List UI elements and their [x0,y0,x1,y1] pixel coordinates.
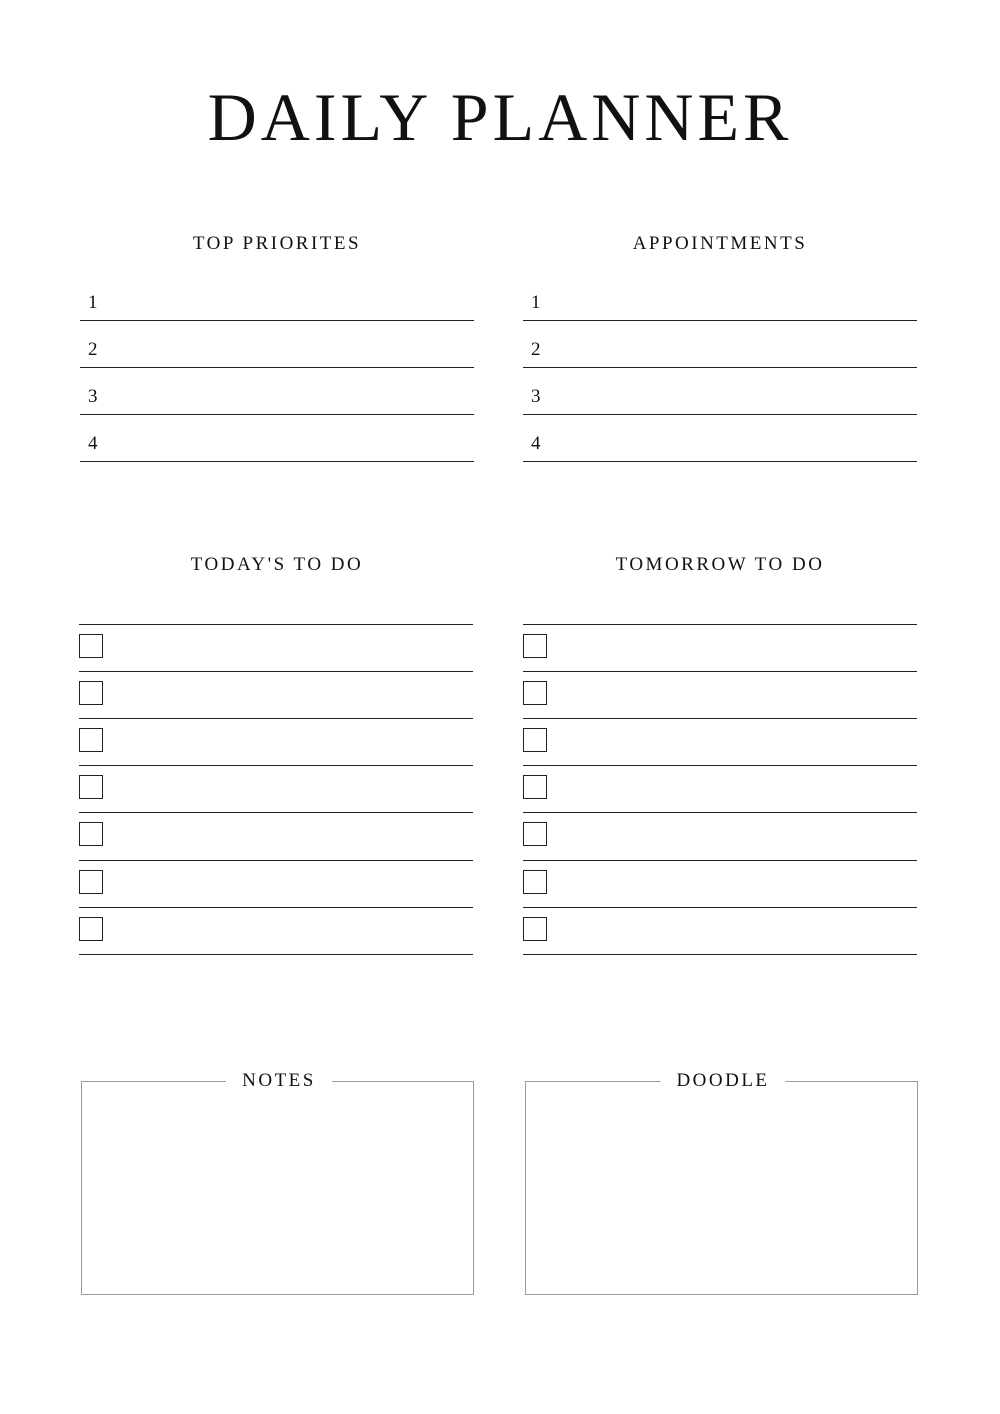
appointments-list [523,280,917,462]
today-todo-divider [79,860,473,861]
doodle-box[interactable] [525,1070,918,1295]
top-priorities-heading: TOP PRIORITES [192,233,362,254]
today-todo-checkbox[interactable] [79,681,103,705]
appointments-heading: APPOINTMENTS [632,233,808,254]
priority-number: 2 [88,339,98,360]
notes-label: NOTES [226,1070,332,1092]
todays-todo-heading: TODAY'S TO DO [190,554,364,575]
tomorrow-todo-checkbox[interactable] [523,634,547,658]
tomorrow-todo-checkbox[interactable] [523,870,547,894]
notes-box[interactable] [81,1070,474,1295]
today-todo-divider [79,671,473,672]
appointment-number: 4 [531,433,541,454]
tomorrow-todo-heading: TOMORROW TO DO [615,554,825,575]
tomorrow-todo-checkbox[interactable] [523,681,547,705]
tomorrow-todo-divider [523,907,917,908]
today-todo-divider [79,812,473,813]
priority-number: 1 [88,292,98,313]
today-todo-checkbox[interactable] [79,870,103,894]
tomorrow-todo-divider [523,671,917,672]
priority-number: 4 [88,433,98,454]
tomorrow-todo-checkbox[interactable] [523,775,547,799]
appointment-number: 2 [531,339,541,360]
priority-row[interactable] [80,368,474,415]
today-todo-divider [79,624,473,625]
appointment-row[interactable] [523,280,917,321]
today-todo-divider [79,954,473,955]
priority-row[interactable] [80,415,474,462]
today-todo-divider [79,718,473,719]
priority-row[interactable] [80,321,474,368]
today-todo-divider [79,907,473,908]
today-todo-checkbox[interactable] [79,917,103,941]
tomorrow-todo-checkbox[interactable] [523,728,547,752]
today-todo-divider [79,765,473,766]
today-todo-checkbox[interactable] [79,634,103,658]
today-todo-checkbox[interactable] [79,728,103,752]
tomorrow-todo-divider [523,860,917,861]
appointment-row[interactable] [523,321,917,368]
priority-row[interactable] [80,280,474,321]
page-title: DAILY PLANNER [207,79,793,155]
tomorrow-todo-divider [523,718,917,719]
tomorrow-todo-divider [523,812,917,813]
priority-number: 3 [88,386,98,407]
top-priorities-list [80,280,474,462]
appointment-number: 3 [531,386,541,407]
tomorrow-todo-divider [523,765,917,766]
tomorrow-todo-checkbox[interactable] [523,917,547,941]
todays-todo-list [79,624,473,956]
appointment-number: 1 [531,292,541,313]
today-todo-checkbox[interactable] [79,775,103,799]
appointment-row[interactable] [523,415,917,462]
tomorrow-todo-divider [523,624,917,625]
doodle-label: DOODLE [660,1070,785,1092]
tomorrow-todo-checkbox[interactable] [523,822,547,846]
appointment-row[interactable] [523,368,917,415]
tomorrow-todo-list [523,624,917,956]
today-todo-checkbox[interactable] [79,822,103,846]
tomorrow-todo-divider [523,954,917,955]
